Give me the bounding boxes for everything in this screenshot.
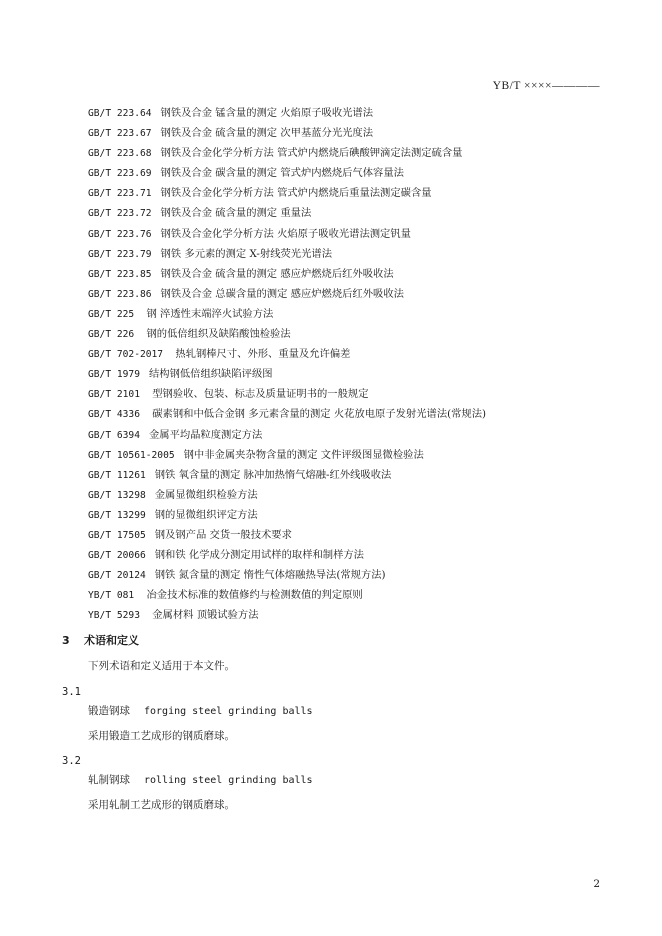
reference-code: GB/T 6394	[88, 429, 140, 441]
reference-code: GB/T 10561-2005	[88, 449, 175, 461]
reference-title: 钢的显微组织评定方法	[154, 508, 258, 521]
reference-code: GB/T 20066	[88, 550, 146, 562]
reference-title: 钢铁及合金 锰含量的测定 火焰原子吸收光谱法	[160, 107, 374, 119]
reference-code: GB/T 226	[88, 329, 135, 341]
reference-item	[88, 384, 608, 404]
reference-item	[88, 224, 608, 244]
reference-title: 钢 淬透性末端淬火试验方法	[143, 307, 274, 320]
reference-title: 结构钢低倍组织缺陷评级图	[148, 368, 273, 381]
reference-title: 钢和铁 化学成分测定用试样的取样和制样方法	[154, 549, 364, 562]
reference-item	[88, 505, 608, 525]
reference-code: YB/T 5293	[88, 610, 140, 622]
reference-code: GB/T 11261	[88, 469, 146, 481]
reference-code: GB/T 4336	[88, 409, 140, 421]
reference-code: GB/T 223.67	[88, 128, 152, 140]
reference-title: 碳素钢和中低合金钢 多元素含量的测定 火花放电原子发射光谱法(常规法)	[148, 408, 487, 421]
term-english: rolling steel grinding balls	[144, 775, 313, 786]
reference-code: GB/T 13298	[88, 489, 146, 501]
reference-item	[88, 123, 608, 143]
reference-item	[88, 404, 608, 424]
reference-code: YB/T 081	[88, 590, 135, 602]
reference-code: GB/T 223.79	[88, 248, 152, 260]
reference-title: 钢铁及合金 硫含量的测定 重量法	[160, 207, 312, 220]
reference-item	[88, 525, 608, 545]
reference-title: 钢铁及合金化学分析方法 火焰原子吸收光谱法测定钒量	[160, 227, 411, 240]
reference-code: GB/T 702-2017	[88, 349, 164, 361]
term-english: forging steel grinding balls	[144, 706, 313, 717]
reference-code: GB/T 1979	[88, 369, 140, 381]
reference-title: 型钢验收、包装、标志及质量证明书的一般规定	[148, 388, 369, 401]
reference-title: 金属材料 顶锻试验方法	[148, 609, 259, 622]
reference-item	[88, 264, 608, 284]
reference-title: 钢铁及合金 硫含量的测定 感应炉燃烧后红外吸收法	[160, 267, 394, 280]
section-intro: 下列术语和定义适用于本文件。	[88, 660, 235, 672]
standard-code-header: YB/T ××××————	[492, 80, 600, 92]
reference-title: 钢及钢产品 交货一般技术要求	[154, 528, 292, 541]
reference-code: GB/T 223.72	[88, 208, 152, 220]
term-number: 3.1	[62, 686, 81, 698]
reference-code: GB/T 20124	[88, 570, 146, 582]
reference-item	[88, 344, 608, 364]
term-definition: 采用轧制工艺成形的钢质磨球。	[88, 799, 235, 811]
reference-title: 钢铁及合金化学分析方法 管式炉内燃烧后重量法测定碳含量	[160, 187, 432, 200]
reference-item	[88, 565, 608, 585]
reference-item	[88, 545, 608, 565]
reference-title: 钢铁及合金化学分析方法 管式炉内燃烧后碘酸钾滴定法测定硫含量	[160, 147, 463, 160]
reference-item	[88, 324, 608, 344]
reference-item	[88, 585, 608, 605]
reference-title: 钢铁及合金 硫含量的测定 次甲基蓝分光光度法	[160, 127, 374, 140]
reference-title: 钢铁及合金 碳含量的测定 管式炉内燃烧后气体容量法	[160, 167, 404, 180]
reference-title: 金属显微组织检验方法	[154, 488, 258, 501]
reference-item	[88, 605, 608, 625]
reference-code: GB/T 223.68	[88, 148, 152, 160]
reference-item	[88, 425, 608, 445]
reference-item	[88, 445, 608, 465]
reference-item	[88, 183, 608, 203]
reference-code: GB/T 223.64	[88, 108, 152, 119]
reference-item	[88, 143, 608, 163]
term-definition: 采用锻造工艺成形的钢质磨球。	[88, 730, 235, 742]
reference-item	[88, 465, 608, 485]
reference-item	[88, 103, 608, 123]
reference-title: 钢铁 多元素的测定 X-射线荧光光谱法	[160, 247, 332, 260]
reference-code: GB/T 223.71	[88, 188, 152, 200]
reference-item	[88, 163, 608, 183]
reference-item	[88, 203, 608, 223]
section-heading	[62, 632, 139, 648]
reference-item	[88, 304, 608, 324]
term-chinese: 轧制钢球	[88, 774, 130, 786]
reference-code: GB/T 223.86	[88, 288, 152, 300]
reference-item	[88, 485, 608, 505]
section-title: 术语和定义	[84, 634, 139, 647]
reference-title: 金属平均晶粒度测定方法	[148, 428, 263, 441]
reference-code: GB/T 13299	[88, 509, 146, 521]
term-chinese: 锻造钢球	[88, 705, 130, 717]
reference-title: 钢的低倍组织及缺陷酸蚀检验法	[143, 328, 291, 341]
page-number: 2	[593, 878, 600, 890]
reference-title: 钢铁及合金 总碳含量的测定 感应炉燃烧后红外吸收法	[160, 287, 404, 300]
reference-code: GB/T 223.69	[88, 168, 152, 180]
term-number: 3.2	[62, 755, 81, 767]
reference-title: 钢铁 氮含量的测定 惰性气体熔融热导法(常规方法)	[154, 569, 386, 582]
normative-references-list	[88, 103, 608, 625]
reference-code: GB/T 2101	[88, 389, 140, 401]
reference-code: GB/T 225	[88, 308, 135, 320]
reference-title: 钢中非金属夹杂物含量的测定 文件评级图显微检验法	[183, 448, 424, 461]
reference-code: GB/T 223.76	[88, 228, 152, 240]
reference-title: 钢铁 氧含量的测定 脉冲加热惰气熔融-红外线吸收法	[154, 468, 392, 481]
reference-code: GB/T 223.85	[88, 268, 152, 280]
reference-item	[88, 284, 608, 304]
section-number: 3	[62, 634, 70, 647]
reference-title: 冶金技术标准的数值修约与检测数值的判定原则	[143, 589, 363, 602]
reference-item	[88, 244, 608, 264]
reference-title: 热轧钢棒尺寸、外形、重量及允许偏差	[172, 348, 351, 361]
term-entry	[88, 703, 313, 718]
term-entry	[88, 772, 313, 787]
reference-code: GB/T 17505	[88, 529, 146, 541]
reference-item	[88, 364, 608, 384]
